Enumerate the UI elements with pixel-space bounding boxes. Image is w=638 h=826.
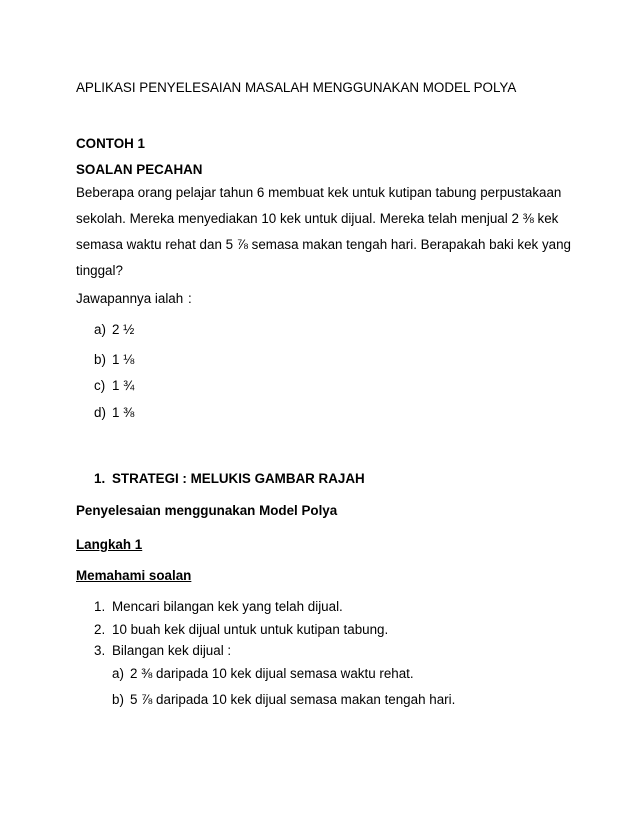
step-text: Mencari bilangan kek yang telah dijual. — [112, 599, 343, 614]
question-line: sekolah. Mereka menyediakan 10 kek untuk dijual. Mereka telah menjual 2 ⅜ kek — [76, 211, 559, 226]
strategy-number: 1. — [94, 471, 106, 486]
answer-label: Jawapannya ialah — [76, 291, 184, 306]
question-line: Beberapa orang pelajar tahun 6 membuat kek untuk kutipan tabung perpustakaan — [76, 185, 562, 200]
option-letter: a) — [94, 322, 106, 337]
document-title: APLIKASI PENYELESAIAN MASALAH MENGGUNAKAN MODEL POLYA — [76, 80, 517, 95]
step-number: 2. — [94, 622, 106, 637]
substep-letter: b) — [112, 692, 124, 707]
step-heading: Langkah 1 — [76, 537, 143, 552]
option-letter: b) — [94, 352, 106, 367]
option-item — [94, 352, 134, 367]
step-text: Bilangan kek dijual : — [112, 643, 232, 658]
strategy-heading — [94, 471, 365, 486]
option-letter: d) — [94, 405, 106, 420]
substep-text: 2 ⅜ daripada 10 kek dijual semasa waktu rehat. — [130, 666, 414, 681]
step-number: 1. — [94, 599, 106, 614]
step-item — [94, 622, 388, 637]
substep-text: 5 ⅞ daripada 10 kek dijual semasa makan tengah hari. — [130, 692, 456, 707]
question-type-heading: SOALAN PECAHAN — [76, 162, 203, 177]
solution-heading: Penyelesaian menggunakan Model Polya — [76, 503, 338, 518]
question-line: semasa waktu rehat dan 5 ⅞ semasa makan tengah hari. Berapakah baki kek yang — [76, 237, 572, 252]
option-item — [94, 378, 134, 393]
option-value: 2 ½ — [112, 322, 135, 337]
option-value: 1 ¾ — [112, 378, 135, 393]
step-text: 10 buah kek dijual untuk untuk kutipan tabung. — [112, 622, 389, 637]
option-item — [94, 322, 134, 337]
option-value: 1 ⅜ — [112, 405, 135, 420]
answer-colon: : — [188, 291, 192, 306]
option-value: 1 ⅛ — [112, 352, 135, 367]
substep-item — [112, 692, 455, 707]
question-line: tinggal? — [76, 263, 123, 278]
substep-item — [112, 666, 414, 681]
option-letter: c) — [94, 378, 106, 393]
understand-heading: Memahami soalan — [76, 568, 192, 583]
option-item — [94, 405, 134, 420]
step-item — [94, 599, 343, 614]
question-paragraph — [76, 180, 572, 284]
step-number: 3. — [94, 643, 106, 658]
strategy-text: STRATEGI : MELUKIS GAMBAR RAJAH — [112, 471, 365, 486]
step-item — [94, 643, 231, 658]
example-heading: CONTOH 1 — [76, 136, 145, 151]
substep-letter: a) — [112, 666, 124, 681]
